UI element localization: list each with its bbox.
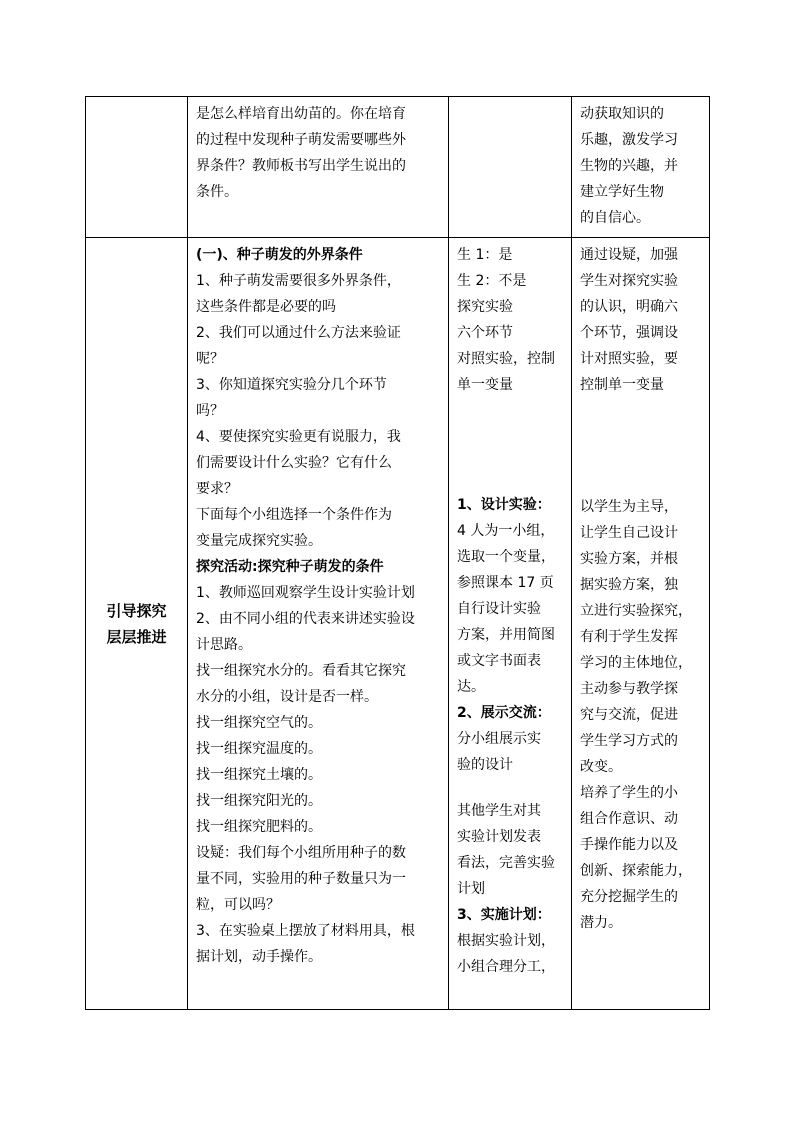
text-line: 实验方案，并根 [580, 551, 678, 567]
activity-heading: 探究活动:探究种子萌发的条件 [196, 559, 384, 575]
design-intent-cell [572, 238, 710, 1010]
text-line: 这些条件都是必要的吗 [196, 299, 336, 315]
text-line: 分小组展示实 [457, 731, 541, 747]
text-line: 条件。 [196, 184, 238, 200]
text-line: 选取一个变量， [457, 549, 555, 565]
text-line: 的过程中发现种子萌发需要哪些外 [196, 132, 406, 148]
text-line: 方案，并用简图 [457, 627, 555, 643]
text-line: 创新、探索能力， [580, 863, 692, 879]
text-line: 2、我们可以通过什么方法来验证 [196, 325, 401, 341]
text-line: 学习的主体地位， [580, 655, 692, 671]
student-activity-cell [449, 238, 572, 1010]
text-line: 找一组探究空气的。 [196, 715, 322, 731]
text-line: 通过设疑，加强 [580, 247, 678, 263]
text-line: 改变。 [580, 759, 622, 775]
text-line: 找一组探究温度的。 [196, 741, 322, 757]
text-line: 个环节，强调设 [580, 325, 678, 341]
student-activity-cell [449, 97, 572, 238]
step-heading: 1、设计实验： [457, 497, 551, 513]
stage-label: 层层推进 [106, 627, 167, 646]
section-heading: (一)、种子萌发的外界条件 [196, 247, 363, 263]
text-line: 3、你知道探究实验分几个环节 [196, 377, 387, 393]
text-line: 是怎么样培育出幼苗的。你在培育 [196, 106, 406, 122]
text-line: 生 1：是 [457, 247, 513, 263]
stage-cell [86, 97, 188, 238]
text-line: 控制单一变量 [580, 377, 664, 393]
text-line: 建立学好生物 [580, 184, 664, 200]
text-line: 找一组探究阳光的。 [196, 793, 322, 809]
text-line: 培养了学生的小 [580, 785, 678, 801]
text-line: 要求？ [196, 481, 238, 497]
step-heading: 2、展示交流： [457, 705, 551, 721]
text-line: 吗？ [196, 403, 224, 419]
text-line: 计对照实验，要 [580, 351, 678, 367]
step-heading: 3、实施计划： [457, 907, 551, 923]
text-line: 潜力。 [580, 915, 622, 931]
text-line: 小组合理分工， [457, 959, 555, 975]
text-line: 界条件？教师板书写出学生说出的 [196, 158, 406, 174]
text-line: 水分的小组，设计是否一样。 [196, 689, 378, 705]
text-line: 究与交流，促进 [580, 707, 678, 723]
lesson-plan-table [85, 96, 710, 1010]
text-line: 找一组探究土壤的。 [196, 767, 322, 783]
text-line: 4 人为一小组， [457, 523, 555, 539]
text-line: 变量完成探究实验。 [196, 533, 322, 549]
text-line: 让学生自己设计 [580, 525, 678, 541]
text-line: 学生对探究实验 [580, 273, 678, 289]
text-line: 生物的兴趣，并 [580, 158, 678, 174]
text-line: 找一组探究肥料的。 [196, 819, 322, 835]
text-line: 主动参与教学探 [580, 681, 678, 697]
text-line: 呢？ [196, 351, 224, 367]
text-line: 手操作能力以及 [580, 837, 678, 853]
text-line: 计划 [457, 881, 485, 897]
text-line: 的认识，明确六 [580, 299, 678, 315]
text-line: 或文字书面表 [457, 653, 541, 669]
text-line: 根据实验计划， [457, 933, 555, 949]
text-line: 单一变量 [457, 377, 513, 393]
teacher-activity-cell [188, 97, 449, 238]
text-line: 下面每个小组选择一个条件作为 [196, 507, 392, 523]
text-line: 对照实验，控制 [457, 351, 555, 367]
table-row [86, 238, 710, 1010]
text-line: 达。 [457, 679, 485, 695]
text-line: 立进行实验探究， [580, 603, 692, 619]
text-line: 1、教师巡回观察学生设计实验计划 [196, 585, 415, 601]
text-line: 六个环节 [457, 325, 513, 341]
text-line: 自行设计实验 [457, 601, 541, 617]
text-line: 参照课本 17 页 [457, 575, 554, 591]
text-line: 动获取知识的 [580, 106, 664, 122]
text-line: 2、由不同小组的代表来讲述实验设 [196, 611, 415, 627]
text-line: 其他学生对其 [457, 803, 541, 819]
text-line: 据实验方案，独 [580, 577, 678, 593]
text-line: 组合作意识、动 [580, 811, 678, 827]
text-line: 设疑：我们每个小组所用种子的数 [196, 845, 406, 861]
text-line: 生 2：不是 [457, 273, 527, 289]
text-line: 学生学习方式的 [580, 733, 678, 749]
text-line: 量不同，实验用的种子数量只为一 [196, 871, 406, 887]
text-line: 乐趣，激发学习 [580, 132, 678, 148]
text-line: 3、在实验桌上摆放了材料用具，根 [196, 923, 415, 939]
stage-label: 引导探究 [106, 601, 167, 620]
text-line: 们需要设计什么实验？它有什么 [196, 455, 392, 471]
text-line: 看法，完善实验 [457, 855, 555, 871]
text-line: 充分挖掘学生的 [580, 889, 678, 905]
text-line: 计思路。 [196, 637, 252, 653]
text-line: 据计划，动手操作。 [196, 949, 322, 965]
text-line: 有利于学生发挥 [580, 629, 678, 645]
text-line: 4、要使探究实验更有说服力，我 [196, 429, 401, 445]
stage-cell [86, 238, 188, 1010]
text-line: 验的设计 [457, 757, 513, 773]
text-line: 实验计划发表 [457, 829, 541, 845]
teacher-activity-cell [188, 238, 449, 1010]
design-intent-cell [572, 97, 710, 238]
text-line: 探究实验 [457, 299, 513, 315]
text-line: 的自信心。 [580, 210, 650, 226]
text-line: 粒，可以吗？ [196, 897, 280, 913]
text-line: 1、种子萌发需要很多外界条件， [196, 273, 401, 289]
text-line: 以学生为主导， [580, 499, 678, 515]
table-row [86, 97, 710, 238]
text-line: 找一组探究水分的。看看其它探究 [196, 663, 406, 679]
